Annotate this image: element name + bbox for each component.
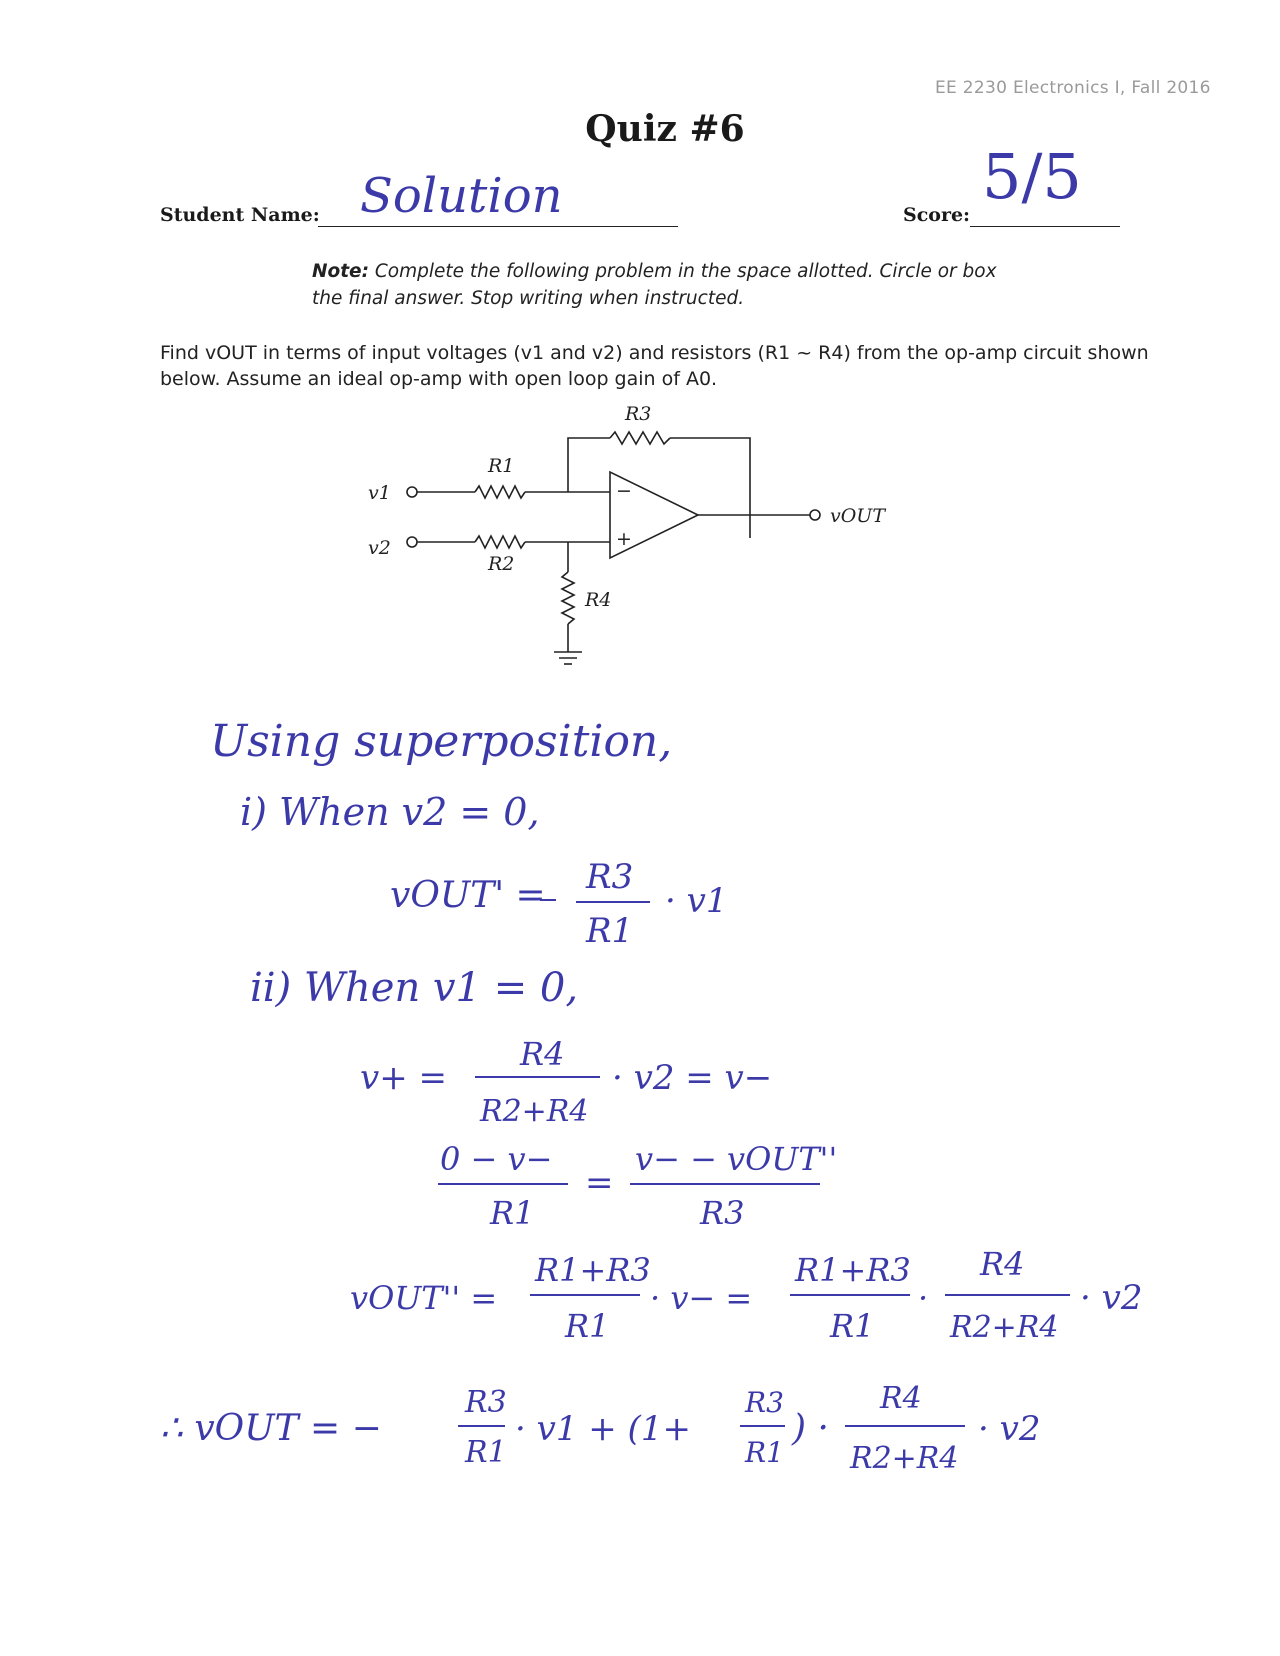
svg-text:v− − vOUT'': v− − vOUT''	[635, 1140, 838, 1178]
svg-text:R1: R1	[745, 1436, 784, 1469]
svg-text:R3: R3	[745, 1386, 784, 1419]
v1-label: v1	[368, 482, 391, 504]
svg-text:R3: R3	[465, 1385, 507, 1420]
svg-text:vOUT'' =: vOUT'' =	[350, 1279, 498, 1317]
svg-text:R2+R4: R2+R4	[480, 1094, 589, 1129]
score-value: 5/5	[982, 140, 1082, 213]
svg-text:R1: R1	[830, 1307, 875, 1345]
svg-text:R1: R1	[465, 1435, 507, 1470]
svg-text:R3: R3	[700, 1194, 745, 1232]
vout-label: vOUT	[830, 505, 885, 527]
svg-text:· v2: · v2	[978, 1409, 1041, 1449]
note-label: Note:	[312, 261, 369, 282]
svg-text:v+ =: v+ =	[360, 1058, 447, 1098]
solution-case1: i) When v2 = 0,	[240, 790, 540, 834]
svg-text:R1: R1	[565, 1307, 610, 1345]
eq3-expression	[380, 1130, 860, 1240]
instructions-note	[312, 258, 1012, 312]
svg-text:R1: R1	[490, 1194, 535, 1232]
minus-label: −	[616, 480, 632, 502]
final-answer	[160, 1370, 1120, 1490]
eq4-expression	[350, 1245, 1210, 1355]
r3-resistor	[610, 432, 670, 444]
svg-text:R2+R4: R2+R4	[850, 1441, 959, 1476]
svg-text:R4: R4	[980, 1245, 1025, 1283]
svg-text:· v1: · v1	[665, 881, 728, 921]
student-name-line	[318, 226, 678, 227]
svg-text:R1+R3: R1+R3	[535, 1251, 651, 1289]
solution-case2: ii) When v1 = 0,	[250, 965, 579, 1011]
r2-label: R2	[488, 553, 515, 575]
svg-text:· v2: · v2	[1080, 1278, 1143, 1318]
svg-text:R1+R3: R1+R3	[795, 1251, 911, 1289]
svg-text:0 − v−: 0 − v−	[440, 1140, 553, 1178]
svg-text:R4: R4	[880, 1381, 922, 1416]
note-text: Complete the following problem in the space allotted. Circle or box the final answer. Stop writing when instructed.	[312, 261, 997, 309]
opamp-circuit	[340, 400, 900, 700]
score-label: Score:	[903, 204, 971, 226]
v2-label: v2	[368, 537, 391, 559]
svg-text:∴ vOUT = −: ∴ vOUT = −	[160, 1408, 382, 1449]
svg-text:R2+R4: R2+R4	[950, 1310, 1059, 1345]
eq1-fraction	[540, 850, 780, 960]
svg-text:·: ·	[918, 1279, 929, 1317]
svg-text:· v1 + (1+: · v1 + (1+	[515, 1409, 691, 1449]
svg-text:R4: R4	[520, 1035, 565, 1073]
solution-intro: Using superposition,	[210, 716, 673, 767]
course-header: EE 2230 Electronics I, Fall 2016	[935, 78, 1211, 98]
r2-resistor	[475, 536, 525, 548]
eq2-expression	[350, 1025, 870, 1135]
r1-resistor	[475, 486, 525, 498]
problem-statement: Find vOUT in terms of input voltages (v1 and v2) and resistors (R1 ~ R4) from the op-amp circuit shown below. Assume an ideal op-amp with open loop gain of A0.	[160, 342, 1149, 390]
score-line	[970, 226, 1120, 227]
quiz-title: Quiz #6	[585, 108, 745, 150]
svg-text:R1: R1	[586, 911, 634, 951]
r1-label: R1	[488, 455, 515, 477]
eq1-lhs: vOUT' =	[390, 875, 546, 916]
svg-text:=: =	[585, 1163, 614, 1203]
svg-text:R3: R3	[586, 857, 634, 897]
r3-label: R3	[625, 403, 652, 425]
r4-resistor	[562, 572, 574, 624]
svg-text:) ·: ) ·	[792, 1408, 829, 1449]
svg-text:· v− =: · v− =	[650, 1279, 753, 1317]
plus-label: +	[616, 528, 632, 550]
svg-text:· v2 = v−: · v2 = v−	[612, 1058, 773, 1098]
r4-label: R4	[585, 589, 612, 611]
student-name-value: Solution	[360, 168, 563, 224]
student-name-label: Student Name:	[160, 204, 320, 226]
